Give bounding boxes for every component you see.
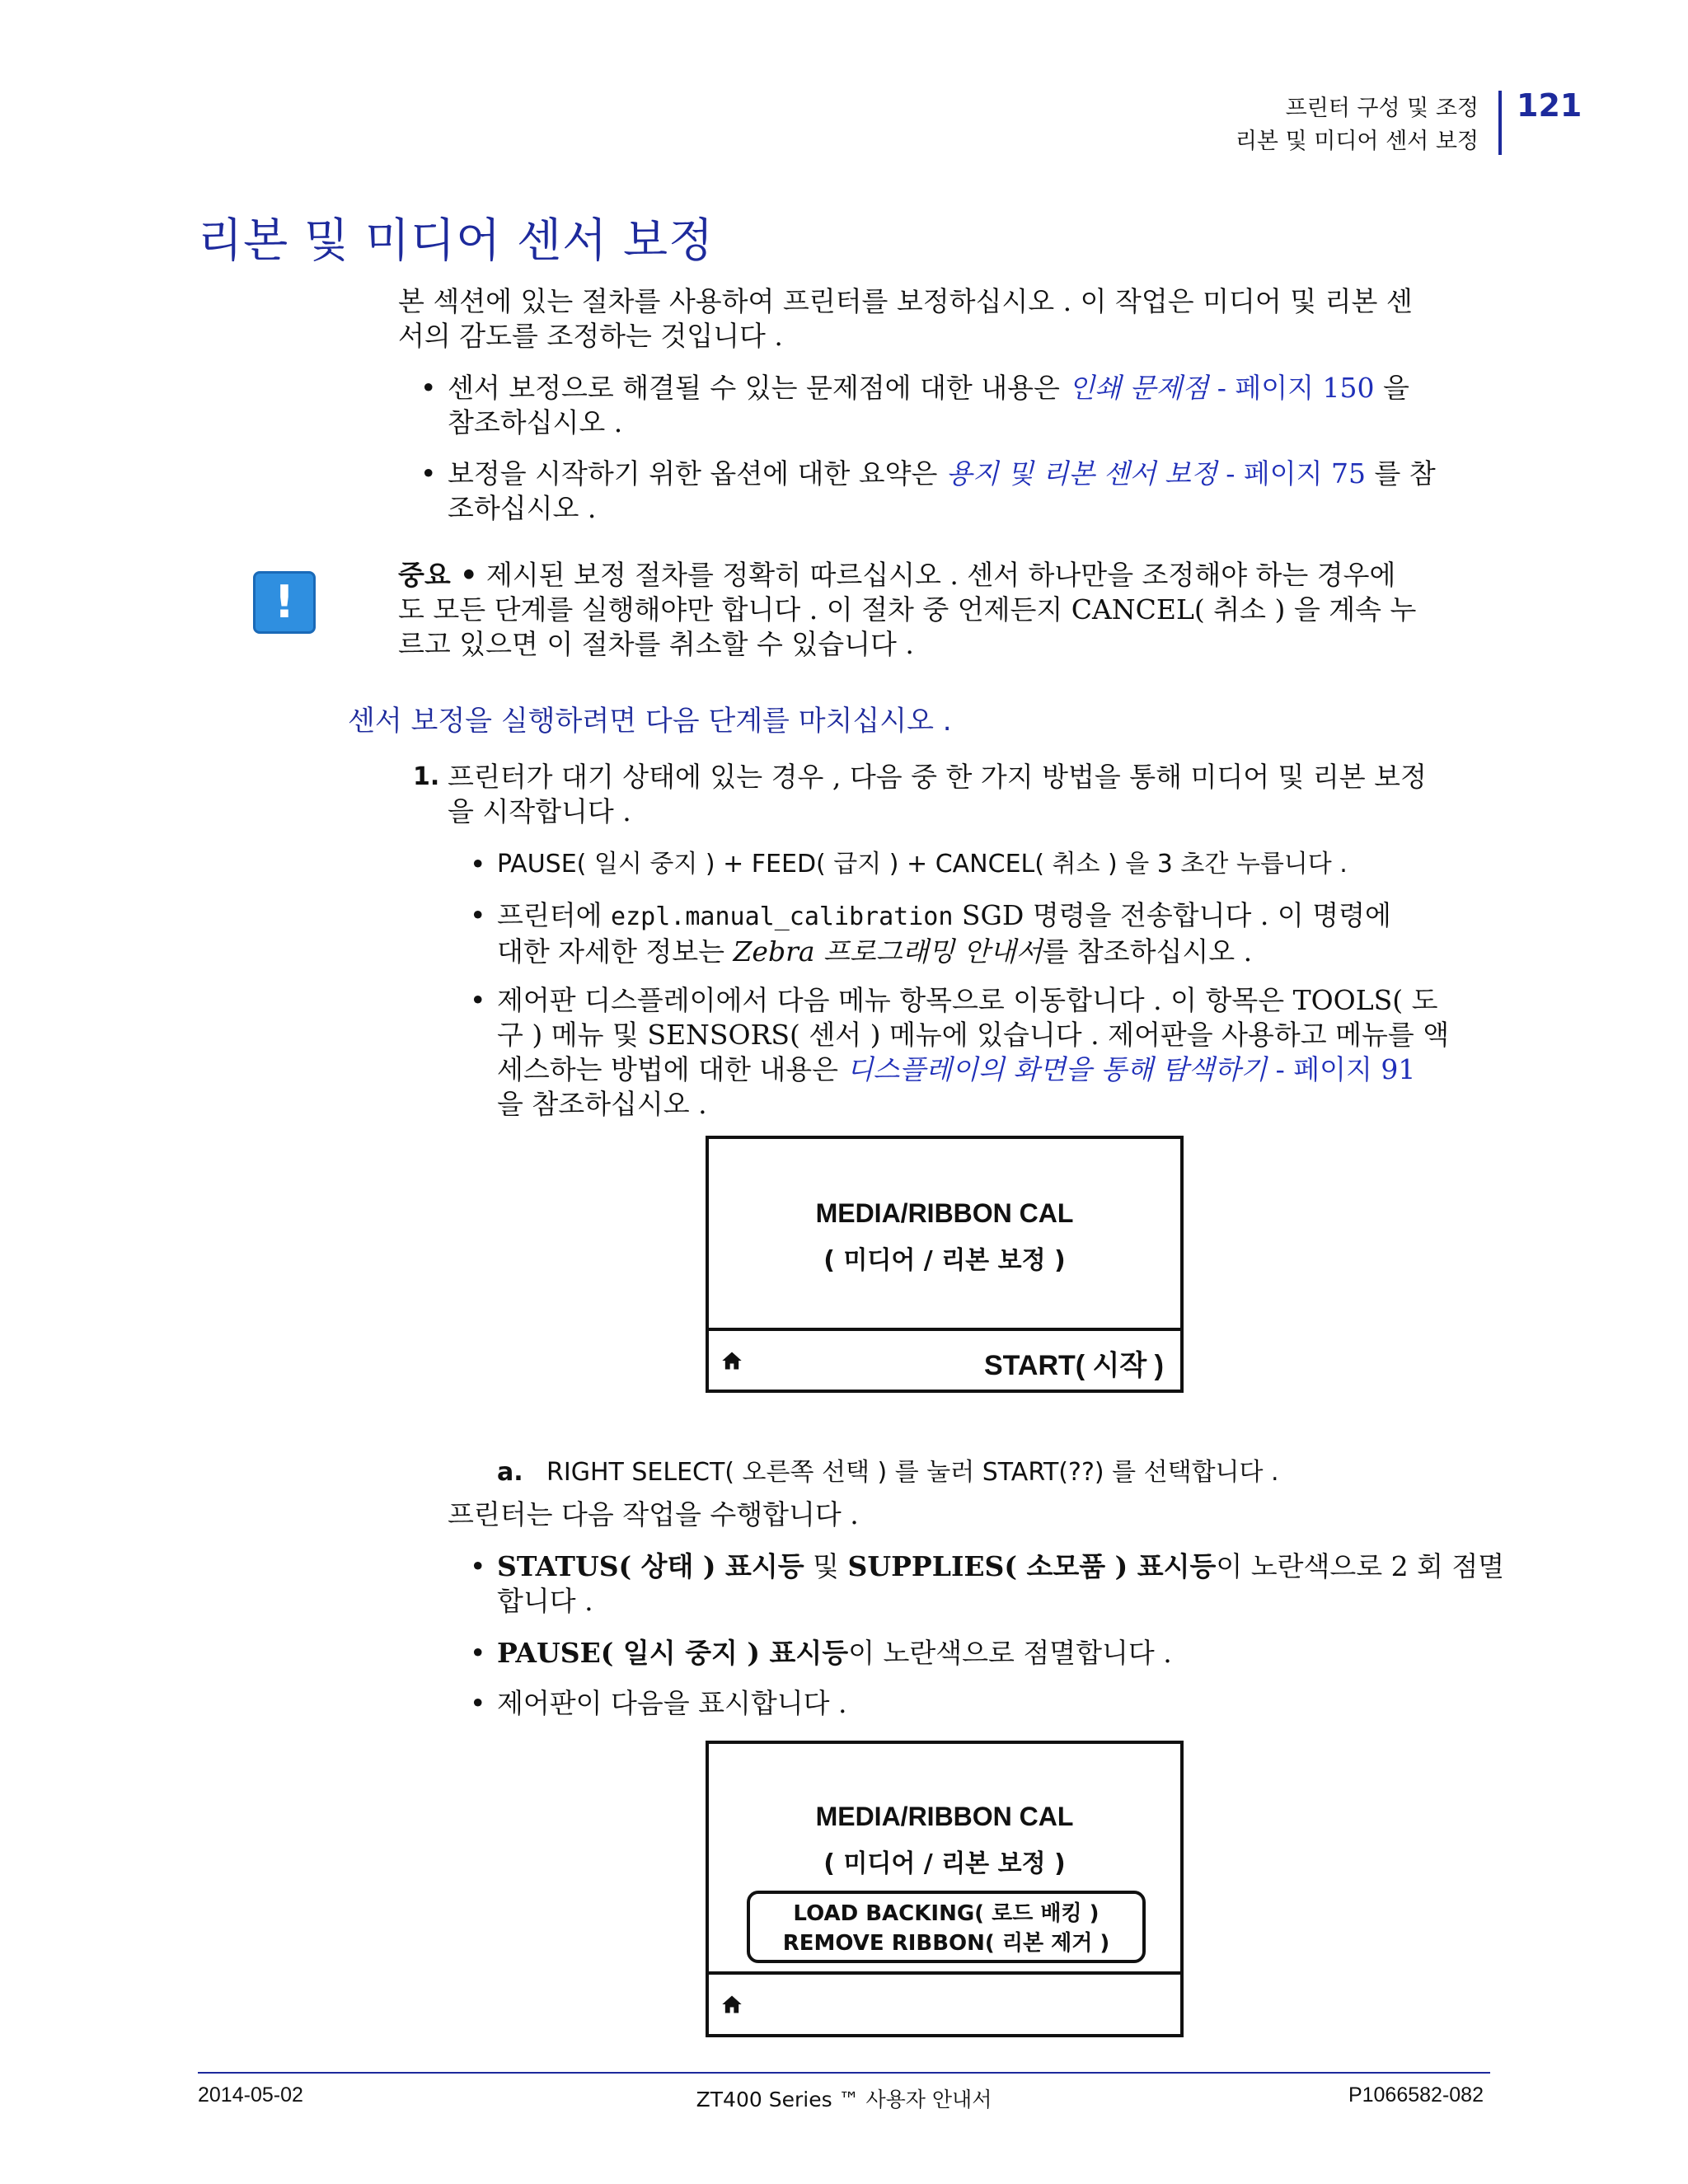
intro-line-2: 서의 감도를 조정하는 것입니다 .: [398, 320, 783, 352]
page-number: 121: [1517, 87, 1582, 124]
footer-title: ZT400 Series ™ 사용자 안내서: [696, 2088, 992, 2111]
zebra-guide-title: Zebra 프로그래밍 안내서: [733, 935, 1043, 968]
important-note: 중요 • 제시된 보정 절차를 정확히 따르십시오 . 센서 하나만을 조정해야 하는 경우에 도 모든 단계를 실행해야만 합니다 . 이 절차 중 언제든지 CANCEL( 취소 ) 을 계속 누 르고 있으면 이 절차를 취소할 수 있습니다 .: [398, 559, 1417, 660]
step-1-bullet: • 제어판 디스플레이에서 다음 메뉴 항목으로 이동합니다 . 이 항목은 TOOLS( 도 구 ) 메뉴 및 SENSORS( 센서 ) 메뉴에 있습니다 . 제어판을 사용하고 메뉴를 액 세스하는 방법에 대한 내용은 디스플레이의 화면을 통해 탐색하기 - 페이지 91 을 참조하십시오 .: [470, 984, 1450, 1120]
intro-line-1: 본 섹션에 있는 절차를 사용하여 프린터를 보정하십시오 . 이 작업은 미디어 및 리본 센: [398, 285, 1413, 317]
intro-paragraph: [398, 284, 1494, 354]
start-softkey[interactable]: START( 시작 ): [983, 1350, 1164, 1381]
result-bullet: • PAUSE( 일시 중지 ) 표시등이 노란색으로 점멸합니다 .: [470, 1637, 1172, 1669]
step-number: 1.: [413, 762, 440, 791]
intro-bullet: • 센서 보정으로 해결될 수 있는 문제점에 대한 내용은 인쇄 문제점 - 페이지 150 을 참조하십시오 .: [420, 372, 1409, 438]
footer-date: 2014-05-02: [198, 2083, 303, 2107]
result-intro: 프린터는 다음 작업을 수행합니다 .: [448, 1498, 859, 1530]
control-panel-display: [706, 1741, 1184, 2037]
footer-rule: [198, 2072, 1490, 2074]
header-divider: [1498, 91, 1502, 155]
panel-subtitle: ( 미디어 / 리본 보정 ): [823, 1849, 1066, 1878]
note-label: 중요 •: [398, 559, 478, 591]
control-panel-display: [706, 1136, 1184, 1393]
home-icon: [720, 1993, 743, 2016]
panel-title: MEDIA/RIBBON CAL: [815, 1198, 1074, 1228]
step-1-bullet: • 프린터에 ezpl.manual_calibration SGD 명령을 전송합니다 . 이 명령에 대한 자세한 정보는 Zebra 프로그래밍 안내서를 참조하십시오 .: [470, 899, 1391, 968]
link-print-problems[interactable]: 인쇄 문제점: [1068, 372, 1209, 404]
result-bullet: • STATUS( 상태 ) 표시등 및 SUPPLIES( 소모품 ) 표시등이 노란색으로 2 회 점멸 합니다 .: [470, 1550, 1505, 1617]
panel-subtitle: ( 미디어 / 리본 보정 ): [823, 1246, 1066, 1275]
footer-doc-number: P1066582-082: [1348, 2083, 1484, 2107]
running-header: [1236, 92, 1479, 158]
step-1: 1. 프린터가 대기 상태에 있는 경우 , 다음 중 한 가지 방법을 통해 미디어 및 리본 보정 을 시작합니다 .: [413, 761, 1427, 827]
link-page-150[interactable]: 150: [1322, 372, 1375, 404]
panel-title: MEDIA/RIBBON CAL: [815, 1802, 1074, 1831]
step-1-bullet: • PAUSE( 일시 중지 ) + FEED( 급지 ) + CANCEL( 취소 ) 을 3 초간 누릅니다 .: [470, 848, 1348, 880]
procedure-heading: 센서 보정을 실행하려면 다음 단계를 마치십시오 .: [348, 705, 952, 738]
header-section: 리본 및 미디어 센서 보정: [1235, 129, 1479, 154]
page-title: 리본 및 미디어 센서 보정: [198, 214, 715, 268]
substep-a: a. RIGHT SELECT( 오른쪽 선택 ) 를 눌러 START(??) 를 선택합니다 .: [497, 1458, 1279, 1487]
link-page-91[interactable]: 91: [1381, 1053, 1416, 1085]
link-page-75[interactable]: 75: [1331, 457, 1367, 490]
link-display-navigation[interactable]: 디스플레이의 화면을 통해 탐색하기: [846, 1053, 1268, 1085]
exclamation-icon: !: [253, 571, 316, 634]
header-chapter: 프린터 구성 및 조정: [1285, 96, 1479, 121]
intro-bullet: • 보정을 시작하기 위한 옵션에 대한 요약은 용지 및 리본 센서 보정 - 페이지 75 를 참 조하십시오 .: [420, 457, 1436, 524]
result-bullet: • 제어판이 다음을 표시합니다 .: [470, 1687, 847, 1719]
sgd-command: ezpl.manual_calibration: [611, 902, 954, 931]
panel-instruction-box: LOAD BACKING( 로드 배킹 ) REMOVE RIBBON( 리본 제거 ): [747, 1891, 1146, 1963]
link-media-ribbon-calibration[interactable]: 용지 및 리본 센서 보정: [945, 457, 1217, 490]
home-icon: [720, 1349, 743, 1372]
